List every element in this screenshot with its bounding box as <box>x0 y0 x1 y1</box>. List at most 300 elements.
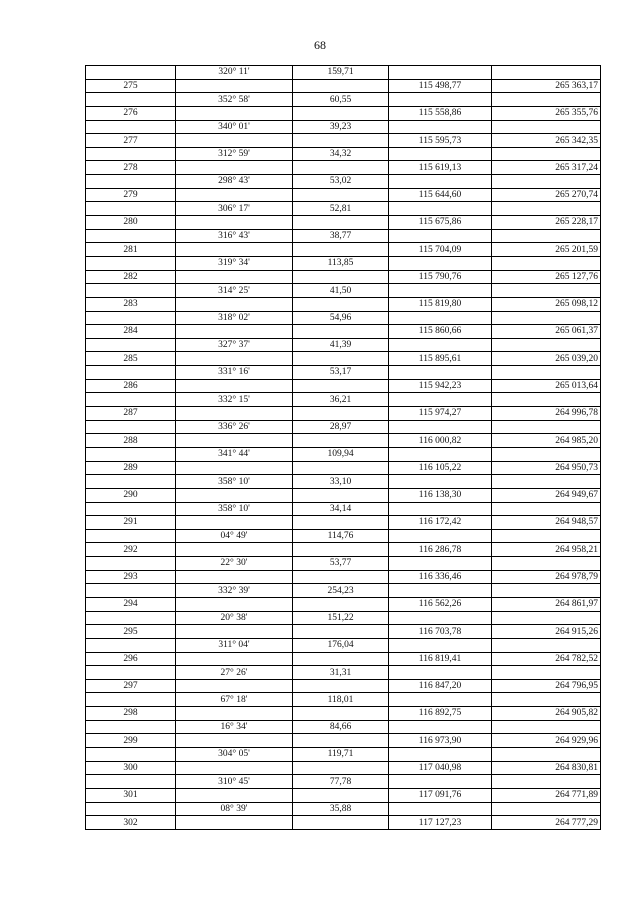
y-coordinate: 264 978,79 <box>492 570 601 584</box>
coordinates-table <box>85 65 601 830</box>
x-coordinate: 115 895,61 <box>389 352 492 366</box>
y-coordinate: 264 958,21 <box>492 543 601 557</box>
length-cell <box>293 134 389 148</box>
segment-row <box>86 638 601 652</box>
angle-cell <box>176 79 293 93</box>
y-cell <box>492 256 601 270</box>
point-number: 299 <box>86 734 176 748</box>
y-coordinate: 265 127,76 <box>492 270 601 284</box>
length-cell: 35,88 <box>293 802 389 816</box>
y-coordinate: 264 782,52 <box>492 652 601 666</box>
y-coordinate: 264 948,57 <box>492 516 601 530</box>
angle-cell <box>176 352 293 366</box>
angle-cell: 04° 49' <box>176 529 293 543</box>
y-coordinate: 264 950,73 <box>492 461 601 475</box>
point-cell <box>86 502 176 516</box>
length-cell: 84,66 <box>293 720 389 734</box>
point-number: 289 <box>86 461 176 475</box>
point-cell <box>86 93 176 107</box>
y-coordinate: 264 861,97 <box>492 597 601 611</box>
point-number: 284 <box>86 325 176 339</box>
length-cell: 109,94 <box>293 447 389 461</box>
y-cell <box>492 66 601 80</box>
y-cell <box>492 338 601 352</box>
point-number: 297 <box>86 679 176 693</box>
segment-row <box>86 529 601 543</box>
y-cell <box>492 802 601 816</box>
y-cell <box>492 447 601 461</box>
x-cell <box>389 175 492 189</box>
point-cell <box>86 393 176 407</box>
point-number: 282 <box>86 270 176 284</box>
angle-cell <box>176 297 293 311</box>
segment-row <box>86 175 601 189</box>
angle-cell: 312° 59' <box>176 147 293 161</box>
y-coordinate: 265 270,74 <box>492 188 601 202</box>
point-number: 287 <box>86 407 176 421</box>
x-cell <box>389 66 492 80</box>
angle-cell: 314° 25' <box>176 284 293 298</box>
point-cell <box>86 611 176 625</box>
x-cell <box>389 366 492 380</box>
point-number: 301 <box>86 788 176 802</box>
y-cell <box>492 366 601 380</box>
angle-cell <box>176 570 293 584</box>
point-cell <box>86 775 176 789</box>
point-number: 281 <box>86 243 176 257</box>
point-number: 292 <box>86 543 176 557</box>
length-cell <box>293 434 389 448</box>
point-row <box>86 352 601 366</box>
length-cell: 151,22 <box>293 611 389 625</box>
point-cell <box>86 720 176 734</box>
angle-cell <box>176 516 293 530</box>
x-coordinate: 115 942,23 <box>389 379 492 393</box>
length-cell: 39,23 <box>293 120 389 134</box>
length-cell <box>293 625 389 639</box>
x-cell <box>389 93 492 107</box>
length-cell <box>293 597 389 611</box>
y-cell <box>492 666 601 680</box>
length-cell <box>293 297 389 311</box>
x-cell <box>389 338 492 352</box>
angle-cell: 358° 10' <box>176 475 293 489</box>
y-coordinate: 264 830,81 <box>492 761 601 775</box>
x-cell <box>389 638 492 652</box>
length-cell: 53,17 <box>293 366 389 380</box>
segment-row <box>86 93 601 107</box>
point-cell <box>86 338 176 352</box>
angle-cell: 16° 34' <box>176 720 293 734</box>
point-number: 291 <box>86 516 176 530</box>
y-coordinate: 264 929,96 <box>492 734 601 748</box>
y-coordinate: 264 777,29 <box>492 816 601 830</box>
segment-row <box>86 611 601 625</box>
point-number: 278 <box>86 161 176 175</box>
length-cell: 159,71 <box>293 66 389 80</box>
segment-row <box>86 256 601 270</box>
x-cell <box>389 256 492 270</box>
y-coordinate: 264 771,89 <box>492 788 601 802</box>
angle-cell <box>176 434 293 448</box>
angle-cell <box>176 761 293 775</box>
segment-row <box>86 802 601 816</box>
angle-cell: 358° 10' <box>176 502 293 516</box>
length-cell: 34,14 <box>293 502 389 516</box>
point-cell <box>86 748 176 762</box>
length-cell <box>293 106 389 120</box>
angle-cell <box>176 161 293 175</box>
segment-row <box>86 420 601 434</box>
segment-row <box>86 229 601 243</box>
angle-cell: 320° 11' <box>176 66 293 80</box>
point-number: 277 <box>86 134 176 148</box>
angle-cell <box>176 625 293 639</box>
x-cell <box>389 666 492 680</box>
length-cell: 118,01 <box>293 693 389 707</box>
angle-cell <box>176 734 293 748</box>
x-cell <box>389 720 492 734</box>
point-cell <box>86 175 176 189</box>
point-cell <box>86 584 176 598</box>
y-coordinate: 265 317,24 <box>492 161 601 175</box>
length-cell <box>293 461 389 475</box>
y-cell <box>492 611 601 625</box>
point-row <box>86 625 601 639</box>
angle-cell: 306° 17' <box>176 202 293 216</box>
segment-row <box>86 393 601 407</box>
x-coordinate: 116 703,78 <box>389 625 492 639</box>
angle-cell <box>176 816 293 830</box>
segment-row <box>86 120 601 134</box>
x-cell <box>389 584 492 598</box>
segment-row <box>86 775 601 789</box>
angle-cell <box>176 106 293 120</box>
x-cell <box>389 775 492 789</box>
length-cell: 113,85 <box>293 256 389 270</box>
x-coordinate: 115 619,13 <box>389 161 492 175</box>
y-cell <box>492 311 601 325</box>
angle-cell: 352° 58' <box>176 93 293 107</box>
angle-cell: 319° 34' <box>176 256 293 270</box>
segment-row <box>86 475 601 489</box>
point-row <box>86 461 601 475</box>
length-cell: 52,81 <box>293 202 389 216</box>
segment-row <box>86 720 601 734</box>
length-cell: 119,71 <box>293 748 389 762</box>
y-cell <box>492 202 601 216</box>
y-cell <box>492 175 601 189</box>
x-coordinate: 115 790,76 <box>389 270 492 284</box>
point-cell <box>86 693 176 707</box>
x-coordinate: 115 860,66 <box>389 325 492 339</box>
point-row <box>86 79 601 93</box>
point-cell <box>86 420 176 434</box>
length-cell: 54,96 <box>293 311 389 325</box>
point-row <box>86 816 601 830</box>
angle-cell: 318° 02' <box>176 311 293 325</box>
point-row <box>86 106 601 120</box>
angle-cell: 332° 39' <box>176 584 293 598</box>
x-cell <box>389 120 492 134</box>
point-number: 298 <box>86 707 176 721</box>
length-cell: 28,97 <box>293 420 389 434</box>
angle-cell: 67° 18' <box>176 693 293 707</box>
point-row <box>86 325 601 339</box>
y-cell <box>492 693 601 707</box>
x-coordinate: 115 644,60 <box>389 188 492 202</box>
point-row <box>86 734 601 748</box>
point-number: 280 <box>86 216 176 230</box>
point-row <box>86 379 601 393</box>
x-coordinate: 116 973,90 <box>389 734 492 748</box>
y-cell <box>492 584 601 598</box>
x-cell <box>389 147 492 161</box>
x-cell <box>389 202 492 216</box>
point-cell <box>86 256 176 270</box>
angle-cell: 22° 30' <box>176 557 293 571</box>
length-cell <box>293 243 389 257</box>
segment-row <box>86 366 601 380</box>
point-row <box>86 761 601 775</box>
angle-cell: 304° 05' <box>176 748 293 762</box>
x-cell <box>389 802 492 816</box>
angle-cell: 316° 43' <box>176 229 293 243</box>
y-cell <box>492 638 601 652</box>
point-number: 283 <box>86 297 176 311</box>
y-coordinate: 265 342,35 <box>492 134 601 148</box>
length-cell <box>293 325 389 339</box>
point-number: 275 <box>86 79 176 93</box>
length-cell <box>293 734 389 748</box>
x-coordinate: 115 704,09 <box>389 243 492 257</box>
y-coordinate: 264 949,67 <box>492 488 601 502</box>
point-row <box>86 488 601 502</box>
length-cell <box>293 707 389 721</box>
x-coordinate: 115 595,73 <box>389 134 492 148</box>
x-cell <box>389 420 492 434</box>
point-number: 290 <box>86 488 176 502</box>
x-cell <box>389 611 492 625</box>
length-cell <box>293 352 389 366</box>
segment-row <box>86 502 601 516</box>
point-cell <box>86 202 176 216</box>
point-cell <box>86 666 176 680</box>
point-cell <box>86 147 176 161</box>
y-cell <box>492 529 601 543</box>
angle-cell <box>176 461 293 475</box>
y-cell <box>492 748 601 762</box>
length-cell <box>293 652 389 666</box>
x-cell <box>389 693 492 707</box>
length-cell: 33,10 <box>293 475 389 489</box>
point-cell <box>86 447 176 461</box>
length-cell <box>293 761 389 775</box>
x-cell <box>389 447 492 461</box>
point-cell <box>86 229 176 243</box>
x-coordinate: 116 892,75 <box>389 707 492 721</box>
point-row <box>86 570 601 584</box>
y-cell <box>492 93 601 107</box>
y-coordinate: 264 796,95 <box>492 679 601 693</box>
y-coordinate: 265 201,59 <box>492 243 601 257</box>
angle-cell <box>176 270 293 284</box>
angle-cell <box>176 134 293 148</box>
angle-cell: 311° 04' <box>176 638 293 652</box>
x-coordinate: 116 286,78 <box>389 543 492 557</box>
length-cell <box>293 407 389 421</box>
y-coordinate: 264 985,20 <box>492 434 601 448</box>
point-row <box>86 434 601 448</box>
point-number: 288 <box>86 434 176 448</box>
segment-row <box>86 666 601 680</box>
angle-cell <box>176 707 293 721</box>
segment-row <box>86 202 601 216</box>
angle-cell: 341° 44' <box>176 447 293 461</box>
x-coordinate: 115 558,86 <box>389 106 492 120</box>
point-row <box>86 707 601 721</box>
x-coordinate: 116 819,41 <box>389 652 492 666</box>
y-coordinate: 265 013,64 <box>492 379 601 393</box>
x-cell <box>389 748 492 762</box>
length-cell <box>293 188 389 202</box>
point-cell <box>86 284 176 298</box>
x-coordinate: 116 336,46 <box>389 570 492 584</box>
y-cell <box>492 720 601 734</box>
angle-cell <box>176 543 293 557</box>
y-coordinate: 265 228,17 <box>492 216 601 230</box>
length-cell: 31,31 <box>293 666 389 680</box>
x-coordinate: 115 819,80 <box>389 297 492 311</box>
length-cell: 60,55 <box>293 93 389 107</box>
point-number: 279 <box>86 188 176 202</box>
x-coordinate: 115 498,77 <box>389 79 492 93</box>
angle-cell <box>176 379 293 393</box>
segment-row <box>86 584 601 598</box>
x-cell <box>389 502 492 516</box>
point-number: 276 <box>86 106 176 120</box>
angle-cell <box>176 488 293 502</box>
x-coordinate: 115 675,86 <box>389 216 492 230</box>
point-row <box>86 161 601 175</box>
point-cell <box>86 475 176 489</box>
length-cell <box>293 488 389 502</box>
point-number: 296 <box>86 652 176 666</box>
point-row <box>86 679 601 693</box>
x-coordinate: 115 974,27 <box>389 407 492 421</box>
point-cell <box>86 366 176 380</box>
y-coordinate: 264 915,26 <box>492 625 601 639</box>
length-cell <box>293 379 389 393</box>
point-cell <box>86 802 176 816</box>
angle-cell <box>176 243 293 257</box>
point-number: 286 <box>86 379 176 393</box>
point-cell <box>86 638 176 652</box>
point-row <box>86 516 601 530</box>
point-number: 294 <box>86 597 176 611</box>
x-coordinate: 117 127,23 <box>389 816 492 830</box>
y-coordinate: 264 905,82 <box>492 707 601 721</box>
angle-cell: 27° 26' <box>176 666 293 680</box>
angle-cell <box>176 407 293 421</box>
point-cell <box>86 557 176 571</box>
length-cell <box>293 79 389 93</box>
x-coordinate: 117 040,98 <box>389 761 492 775</box>
angle-cell: 336° 26' <box>176 420 293 434</box>
angle-cell <box>176 597 293 611</box>
angle-cell: 340° 01' <box>176 120 293 134</box>
y-cell <box>492 229 601 243</box>
y-cell <box>492 284 601 298</box>
point-cell <box>86 311 176 325</box>
point-number: 285 <box>86 352 176 366</box>
y-cell <box>492 475 601 489</box>
point-cell <box>86 66 176 80</box>
angle-cell <box>176 325 293 339</box>
length-cell: 77,78 <box>293 775 389 789</box>
y-coordinate: 265 355,76 <box>492 106 601 120</box>
x-coordinate: 116 562,26 <box>389 597 492 611</box>
segment-row <box>86 748 601 762</box>
length-cell: 41,50 <box>293 284 389 298</box>
length-cell: 254,23 <box>293 584 389 598</box>
segment-row <box>86 284 601 298</box>
point-number: 295 <box>86 625 176 639</box>
y-cell <box>492 502 601 516</box>
length-cell: 176,04 <box>293 638 389 652</box>
angle-cell <box>176 788 293 802</box>
x-coordinate: 116 000,82 <box>389 434 492 448</box>
length-cell: 38,77 <box>293 229 389 243</box>
y-cell <box>492 557 601 571</box>
point-row <box>86 652 601 666</box>
angle-cell <box>176 652 293 666</box>
y-coordinate: 265 098,12 <box>492 297 601 311</box>
point-row <box>86 543 601 557</box>
angle-cell: 298° 43' <box>176 175 293 189</box>
length-cell: 114,76 <box>293 529 389 543</box>
length-cell <box>293 516 389 530</box>
page-number: 68 <box>314 38 326 52</box>
point-cell <box>86 529 176 543</box>
x-cell <box>389 311 492 325</box>
length-cell <box>293 788 389 802</box>
point-row <box>86 134 601 148</box>
x-coordinate: 116 172,42 <box>389 516 492 530</box>
point-row <box>86 188 601 202</box>
angle-cell: 327° 37' <box>176 338 293 352</box>
x-coordinate: 116 847,20 <box>389 679 492 693</box>
length-cell: 41,39 <box>293 338 389 352</box>
angle-cell: 332° 15' <box>176 393 293 407</box>
length-cell <box>293 679 389 693</box>
segment-row <box>86 557 601 571</box>
y-cell <box>492 775 601 789</box>
point-number: 293 <box>86 570 176 584</box>
length-cell <box>293 270 389 284</box>
angle-cell: 20° 38' <box>176 611 293 625</box>
segment-row <box>86 147 601 161</box>
x-cell <box>389 475 492 489</box>
point-number: 300 <box>86 761 176 775</box>
x-cell <box>389 529 492 543</box>
y-coordinate: 264 996,78 <box>492 407 601 421</box>
point-row <box>86 297 601 311</box>
angle-cell <box>176 188 293 202</box>
y-cell <box>492 393 601 407</box>
x-coordinate: 117 091,76 <box>389 788 492 802</box>
length-cell <box>293 816 389 830</box>
